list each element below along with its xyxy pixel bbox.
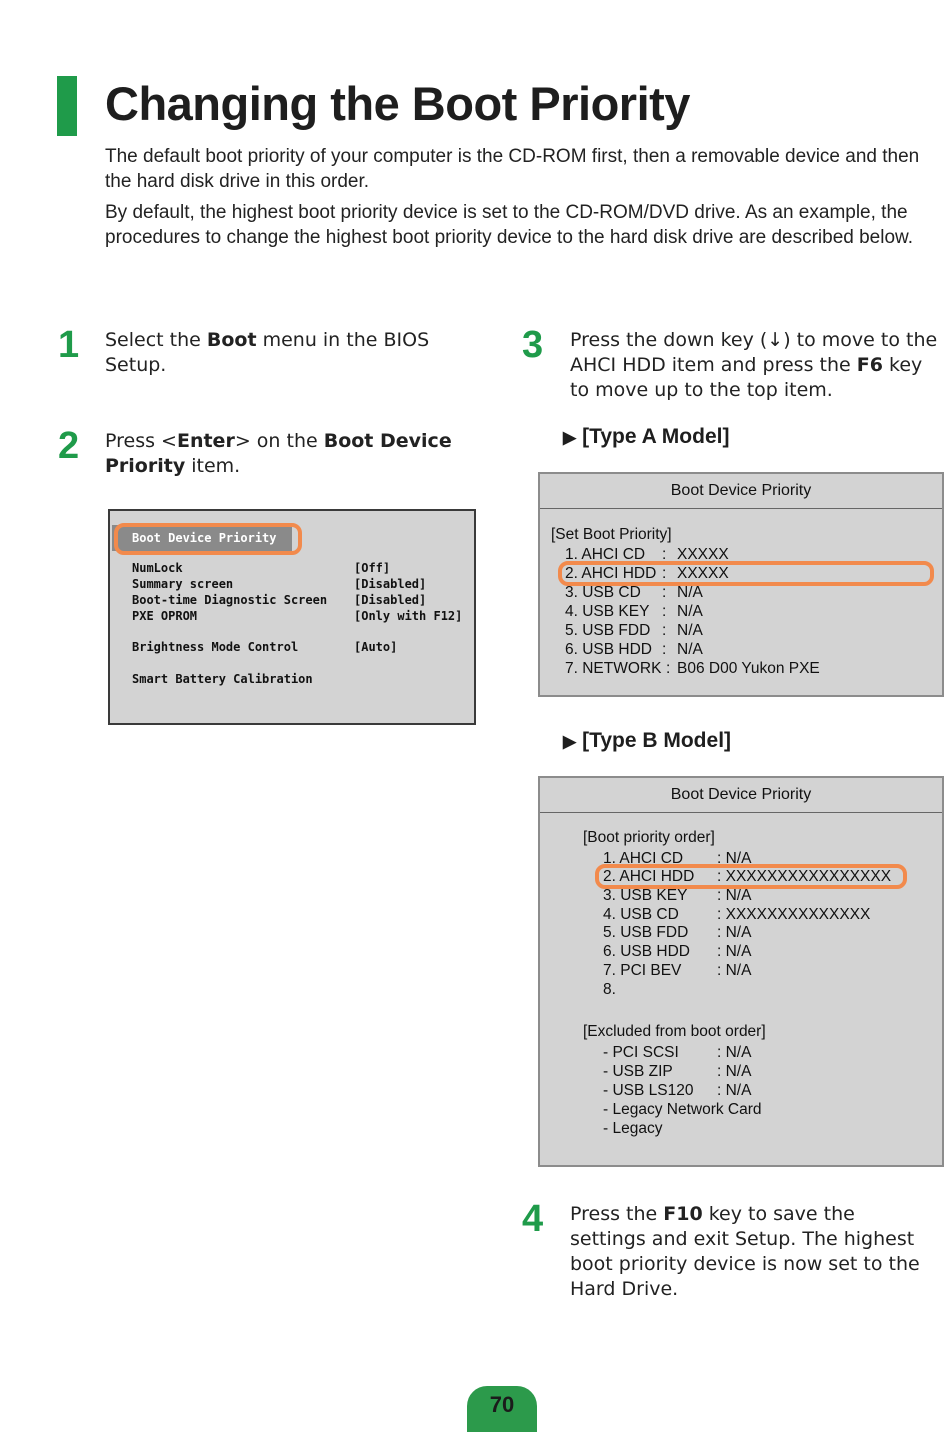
boot-item-value: XXXXX (677, 546, 729, 563)
boot-order-value: : N/A (717, 943, 752, 960)
intro-paragraph-2: By default, the highest boot priority device is set to the CD-ROM/DVD drive. As an example, the procedures to change the highest boot priority device to the hard disk drive are described below. (105, 202, 913, 248)
boot-item-name[interactable]: 4. USB KEY (565, 603, 650, 620)
excluded-name[interactable]: - USB LS120 (603, 1082, 694, 1099)
excluded-value: : N/A (717, 1044, 752, 1061)
boot-item-value: XXXXX (677, 565, 729, 582)
boot-order-value: : N/A (717, 962, 752, 979)
bios-item-value: [Disabled] (354, 593, 427, 607)
highlight-ahci-hdd (558, 561, 934, 586)
type-b-heading: ▶ [Type B Model] (563, 729, 732, 752)
boot-item-name[interactable]: 6. USB HDD (565, 641, 652, 658)
triangle-icon: ▶ (563, 428, 577, 447)
bios-item-value: [Disabled] (354, 577, 427, 591)
boot-order-name[interactable]: 7. PCI BEV (603, 962, 682, 979)
step-4-text: Press the F10 key to save the settings and exit Setup. The highest boot priority device is now set to the Hard Drive. (570, 1203, 920, 1300)
panel-title: Boot Device Priority (540, 474, 942, 509)
colon: : (662, 584, 667, 601)
boot-order-name[interactable]: 4. USB CD (603, 906, 679, 923)
bios-item-value: [Auto] (354, 640, 398, 654)
bios-item-value: [Off] (354, 561, 391, 575)
excluded-name[interactable]: - USB ZIP (603, 1063, 673, 1080)
boot-order-value: : N/A (717, 924, 752, 941)
boot-item-value: B06 D00 Yukon PXE (677, 660, 820, 677)
colon: : (662, 641, 667, 658)
excluded-value: : N/A (717, 1082, 752, 1099)
colon: : (662, 622, 667, 639)
colon: : (662, 565, 667, 582)
bios-menu-selected-item[interactable]: Boot Device Priority (132, 531, 277, 545)
bios-item-label: Summary screen (132, 577, 234, 591)
step-3-number: 3 (522, 324, 544, 366)
excluded-name[interactable]: - PCI SCSI (603, 1044, 679, 1061)
step-3-text: Press the down key (↓) to move to the AHCI HDD item and press the F6 key to move up to the top item. (570, 329, 938, 401)
boot-item-name[interactable]: 2. AHCI HDD (565, 565, 657, 582)
excluded-name[interactable]: - Legacy (603, 1120, 663, 1137)
boot-order-value: : XXXXXXXXXXXXXXXX (717, 868, 892, 885)
boot-order-name[interactable]: 2. AHCI HDD (603, 868, 695, 885)
boot-item-value: N/A (677, 603, 703, 620)
highlight-boot-device-priority (114, 523, 302, 555)
type-b-boot-priority-panel (538, 776, 944, 1167)
boot-item-name[interactable]: 5. USB FDD (565, 622, 651, 639)
bios-item-label: NumLock (132, 561, 183, 575)
boot-item-name[interactable]: 7. NETWORK (565, 660, 662, 677)
boot-order-name[interactable]: 6. USB HDD (603, 943, 690, 960)
boot-item-value: N/A (677, 622, 703, 639)
step-1-text: Select the Boot menu in the BIOS Setup. (105, 329, 430, 376)
colon: : (662, 603, 667, 620)
boot-order-name[interactable]: 8. (603, 981, 616, 998)
bios-item-label: Brightness Mode Control (132, 640, 299, 654)
step-2-number: 2 (58, 425, 80, 467)
boot-item-value: N/A (677, 641, 703, 658)
excluded-value: : N/A (717, 1063, 752, 1080)
boot-order-value: : XXXXXXXXXXXXXX (717, 906, 871, 923)
boot-order-value: : N/A (717, 850, 752, 867)
colon: : (666, 660, 671, 677)
highlight-ahci-hdd (595, 864, 907, 889)
colon: : (662, 546, 667, 563)
boot-order-name[interactable]: 3. USB KEY (603, 887, 688, 904)
boot-item-name[interactable]: 3. USB CD (565, 584, 641, 601)
boot-item-value: N/A (677, 584, 703, 601)
title-accent-bar (57, 76, 77, 136)
intro-paragraph-1: The default boot priority of your computer is the CD-ROM first, then a removable device and then the hard disk drive in this order. (105, 146, 920, 192)
triangle-icon: ▶ (563, 732, 577, 751)
bios-boot-menu-screen (108, 509, 476, 725)
step-4-number: 4 (522, 1198, 544, 1240)
step-1-number: 1 (58, 324, 80, 366)
page-number: 70 (489, 1392, 515, 1417)
excluded-name[interactable]: - Legacy Network Card (603, 1101, 762, 1118)
type-a-boot-priority-panel (538, 472, 944, 697)
boot-order-name[interactable]: 5. USB FDD (603, 924, 689, 941)
panel-title: Boot Device Priority (540, 778, 942, 813)
bios-item-label: Boot-time Diagnostic Screen (132, 593, 328, 607)
boot-order-value: : N/A (717, 887, 752, 904)
type-a-heading: ▶ [Type A Model] (563, 425, 730, 448)
step-2-text: Press <Enter> on the Boot Device Priority item. (105, 430, 452, 477)
page-title: Changing the Boot Priority (105, 77, 690, 130)
boot-order-name[interactable]: 1. AHCI CD (603, 850, 684, 867)
section-label: [Excluded from boot order] (583, 1023, 766, 1040)
bios-item-value: [Only with F12] (354, 609, 463, 623)
boot-item-name[interactable]: 1. AHCI CD (565, 546, 646, 563)
bios-item-label: Smart Battery Calibration (132, 672, 313, 686)
bios-item-label: PXE OPROM (132, 609, 198, 623)
section-label: [Set Boot Priority] (551, 526, 672, 543)
section-label: [Boot priority order] (583, 829, 715, 846)
